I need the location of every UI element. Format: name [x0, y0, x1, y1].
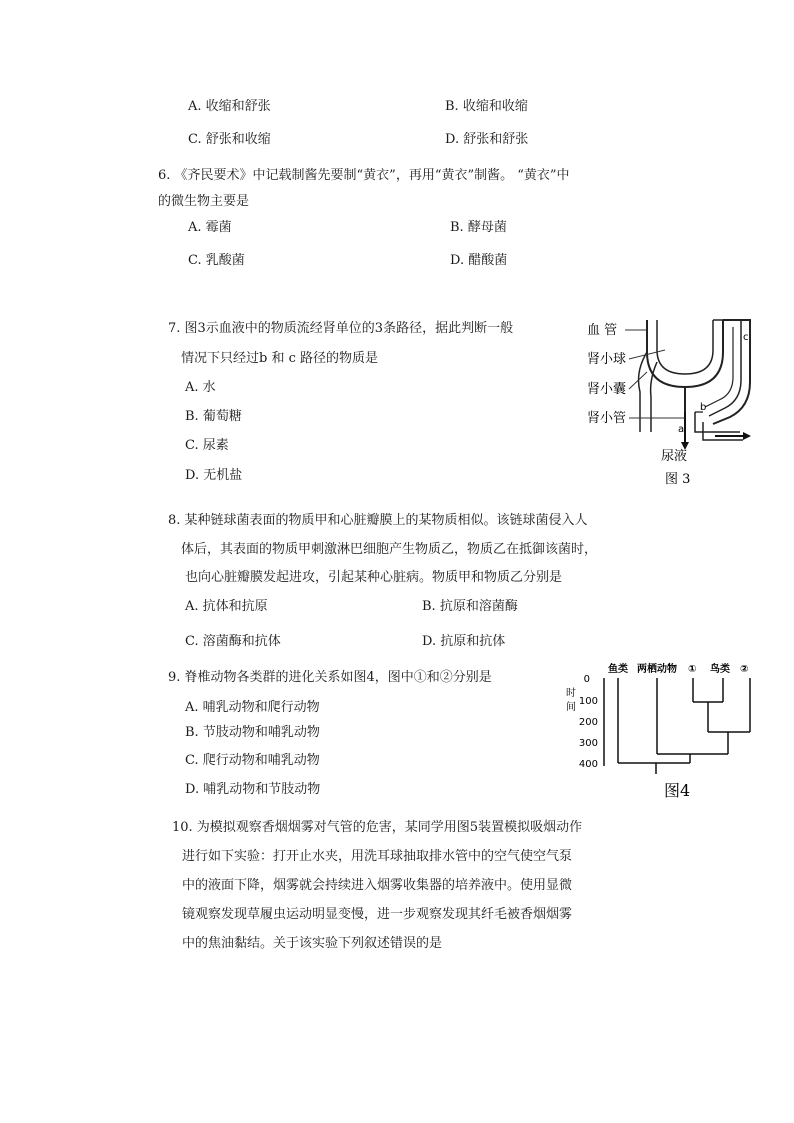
- q8-stem-line3: 也向心脏瓣膜发起进攻，引起某种心脏病。物质甲和物质乙分别是: [185, 570, 563, 585]
- figure-4-col-fish: 鱼类: [608, 664, 628, 675]
- figure-4-col-amphibian: 两栖动物: [637, 664, 677, 675]
- figure-4-tick: 400: [578, 759, 598, 770]
- q9-option-b: B. 节肢动物和哺乳动物: [185, 725, 320, 740]
- q9-stem-line1: 9. 脊椎动物各类群的进化关系如图4，图中①和②分别是: [168, 670, 492, 685]
- figure-4-tick: 300: [578, 738, 598, 749]
- q5-option-b: B. 收缩和收缩: [445, 99, 528, 114]
- figure-4-tick: 100: [578, 696, 598, 707]
- figure-4-axis-label-1: 时: [566, 688, 576, 699]
- figure-4-axis-label-2: 间: [566, 702, 576, 713]
- q6-stem-line1: 6. 《齐民要术》中记载制酱先要制“黄衣”，再用“黄衣”制酱。 “黄衣”中: [158, 168, 570, 183]
- figure-3-path-c: c: [743, 332, 749, 343]
- q8-option-d: D. 抗原和抗体: [422, 634, 506, 649]
- q10-stem-line2: 进行如下实验：打开止水夹，用洗耳球抽取排水管中的空气使空气泵: [182, 849, 573, 864]
- figure-3-label-tubule: 肾小管: [587, 411, 627, 426]
- q10-stem-line1: 10. 为模拟观察香烟烟雾对气管的危害，某同学用图5装置模拟吸烟动作: [172, 820, 583, 835]
- q5-option-d: D. 舒张和舒张: [445, 132, 529, 147]
- q7-option-b: B. 葡萄糖: [185, 409, 242, 424]
- q7-option-a: A. 水: [185, 380, 216, 395]
- figure-3-label-urine: 尿液: [661, 449, 688, 464]
- q9-option-c: C. 爬行动物和哺乳动物: [185, 753, 320, 768]
- figure-4-col-1: ①: [688, 664, 697, 675]
- figure-3-path-b: b: [700, 402, 707, 413]
- q6-option-b: B. 酵母菌: [450, 220, 507, 235]
- figure-3-caption: 图 3: [665, 472, 691, 487]
- q7-option-c: C. 尿素: [185, 438, 229, 453]
- figure-3-path-a: a: [678, 424, 685, 435]
- q8-option-a: A. 抗体和抗原: [185, 599, 268, 614]
- q9-option-d: D. 哺乳动物和节肢动物: [185, 782, 321, 797]
- figure-3-nephron: [585, 312, 760, 490]
- figure-4-col-2: ②: [740, 664, 749, 675]
- figure-3-label-blood: 血 管: [587, 323, 618, 338]
- figure-4-caption: 图4: [664, 781, 691, 800]
- q7-option-d: D. 无机盐: [185, 468, 243, 483]
- q6-option-d: D. 醋酸菌: [450, 253, 508, 268]
- figure-4-tick: 200: [578, 717, 598, 728]
- figure-3-label-glomerulus: 肾小球: [587, 352, 627, 367]
- q8-stem-line2: 体后，其表面的物质甲刺激淋巴细胞产生物质乙，物质乙在抵御该菌时，: [181, 542, 598, 557]
- q7-stem-line1: 7. 图3示血液中的物质流经肾单位的3条路径，据此判断一般: [168, 321, 514, 336]
- q6-option-a: A. 霉菌: [188, 220, 232, 235]
- figure-4-ticks: [579, 674, 598, 770]
- q5-option-c: C. 舒张和收缩: [188, 132, 271, 147]
- q10-stem-line4: 镜观察发现草履虫运动明显变慢，进一步观察发现其纤毛被香烟烟雾: [182, 907, 573, 922]
- q5-option-a: A. 收缩和舒张: [188, 99, 271, 114]
- q8-option-b: B. 抗原和溶菌酶: [422, 599, 518, 614]
- q6-option-c: C. 乳酸菌: [188, 253, 245, 268]
- q10-stem-line3: 中的液面下降，烟雾就会持续进入烟雾收集器的培养液中。使用显微: [182, 878, 573, 893]
- figure-4-tick: 0: [583, 674, 590, 685]
- q6-stem-line2: 的微生物主要是: [158, 194, 250, 209]
- figure-4-col-bird: 鸟类: [710, 664, 730, 675]
- q7-stem-line2: 情况下只经过b 和 c 路径的物质是: [181, 351, 378, 366]
- q10-stem-line5: 中的焦油黏结。关于该实验下列叙述错误的是: [182, 936, 443, 951]
- figure-3-label-capsule: 肾小囊: [587, 382, 627, 397]
- figure-4-evolution-tree: [560, 660, 765, 805]
- q8-option-c: C. 溶菌酶和抗体: [185, 634, 281, 649]
- q8-stem-line1: 8. 某种链球菌表面的物质甲和心脏瓣膜上的某物质相似。该链球菌侵入人: [168, 513, 588, 528]
- q9-option-a: A. 哺乳动物和爬行动物: [185, 700, 320, 715]
